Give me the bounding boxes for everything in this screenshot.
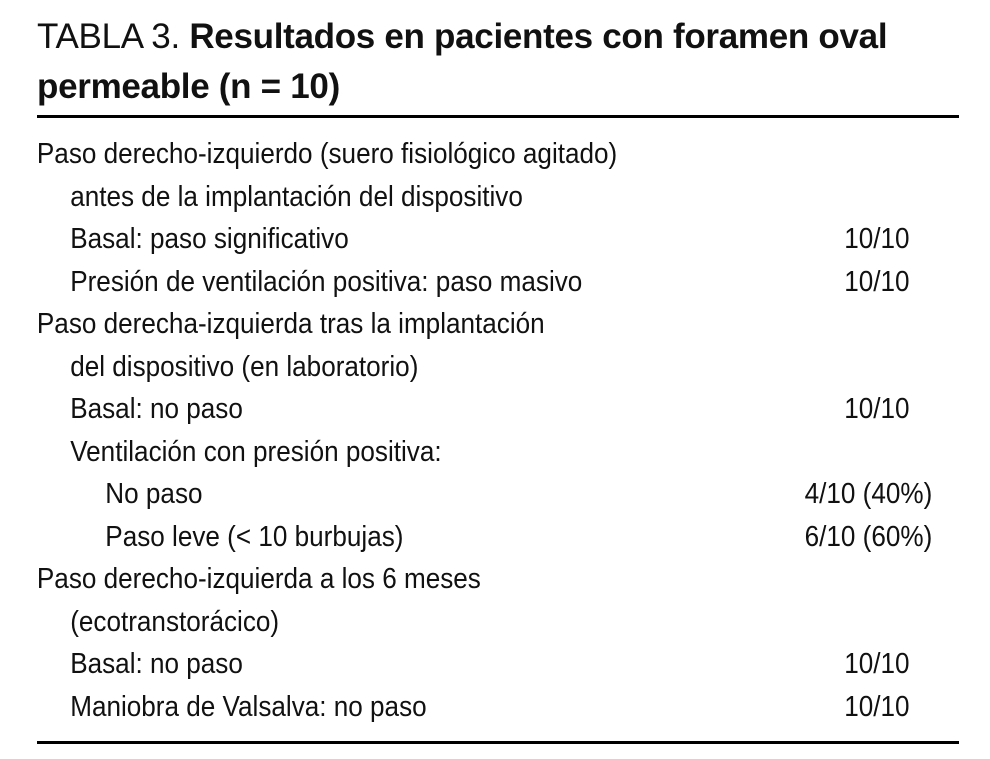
row-value: 4/10 (40%) xyxy=(804,478,933,510)
table-row xyxy=(0,643,910,686)
row-label: Paso derecho-izquierdo (suero fisiológico agitado) xyxy=(36,138,618,170)
table-row xyxy=(0,558,891,601)
row-label: antes de la implantación del dispositivo xyxy=(70,180,523,213)
row-label: Basal: no paso xyxy=(70,393,243,425)
row-label: Paso leve (< 10 burbujas) xyxy=(105,520,404,553)
table-row xyxy=(0,176,891,219)
table-caption: Resultados en pacientes con foramen oval permeable (n = 10) xyxy=(37,17,888,106)
row-value: 10/10 xyxy=(844,223,910,255)
row-label: Maniobra de Valsalva: no paso xyxy=(70,690,427,723)
table-row xyxy=(0,516,933,559)
bottom-rule xyxy=(37,741,959,744)
table-row xyxy=(0,431,891,474)
top-rule xyxy=(37,115,959,118)
row-label: No paso xyxy=(105,478,203,510)
row-label: Presión de ventilación positiva: paso masivo xyxy=(70,265,583,298)
table-row xyxy=(0,601,891,644)
table-row xyxy=(0,218,910,261)
table-row xyxy=(0,303,891,346)
table-title xyxy=(37,12,967,112)
table-body xyxy=(0,133,990,728)
row-label: Paso derecha-izquierda tras la implantación xyxy=(36,308,545,340)
row-label: Basal: no paso xyxy=(70,648,243,680)
row-label: Ventilación con presión positiva: xyxy=(70,435,442,468)
row-label: Basal: paso significativo xyxy=(70,223,349,255)
row-label: Paso derecho-izquierda a los 6 meses xyxy=(36,563,481,595)
row-value: 10/10 xyxy=(844,690,910,723)
table-row xyxy=(0,261,910,304)
table-row xyxy=(0,388,910,431)
table-row xyxy=(0,473,933,516)
table-label: TABLA 3. xyxy=(37,17,180,56)
table-row xyxy=(0,346,891,389)
row-value: 10/10 xyxy=(844,393,910,425)
row-label: del dispositivo (en laboratorio) xyxy=(70,350,419,383)
row-value: 10/10 xyxy=(844,265,910,298)
table-row xyxy=(0,686,910,729)
row-label: (ecotranstorácico) xyxy=(70,605,280,638)
row-value: 6/10 (60%) xyxy=(804,520,933,553)
table-row xyxy=(0,133,891,176)
row-value: 10/10 xyxy=(844,648,910,680)
